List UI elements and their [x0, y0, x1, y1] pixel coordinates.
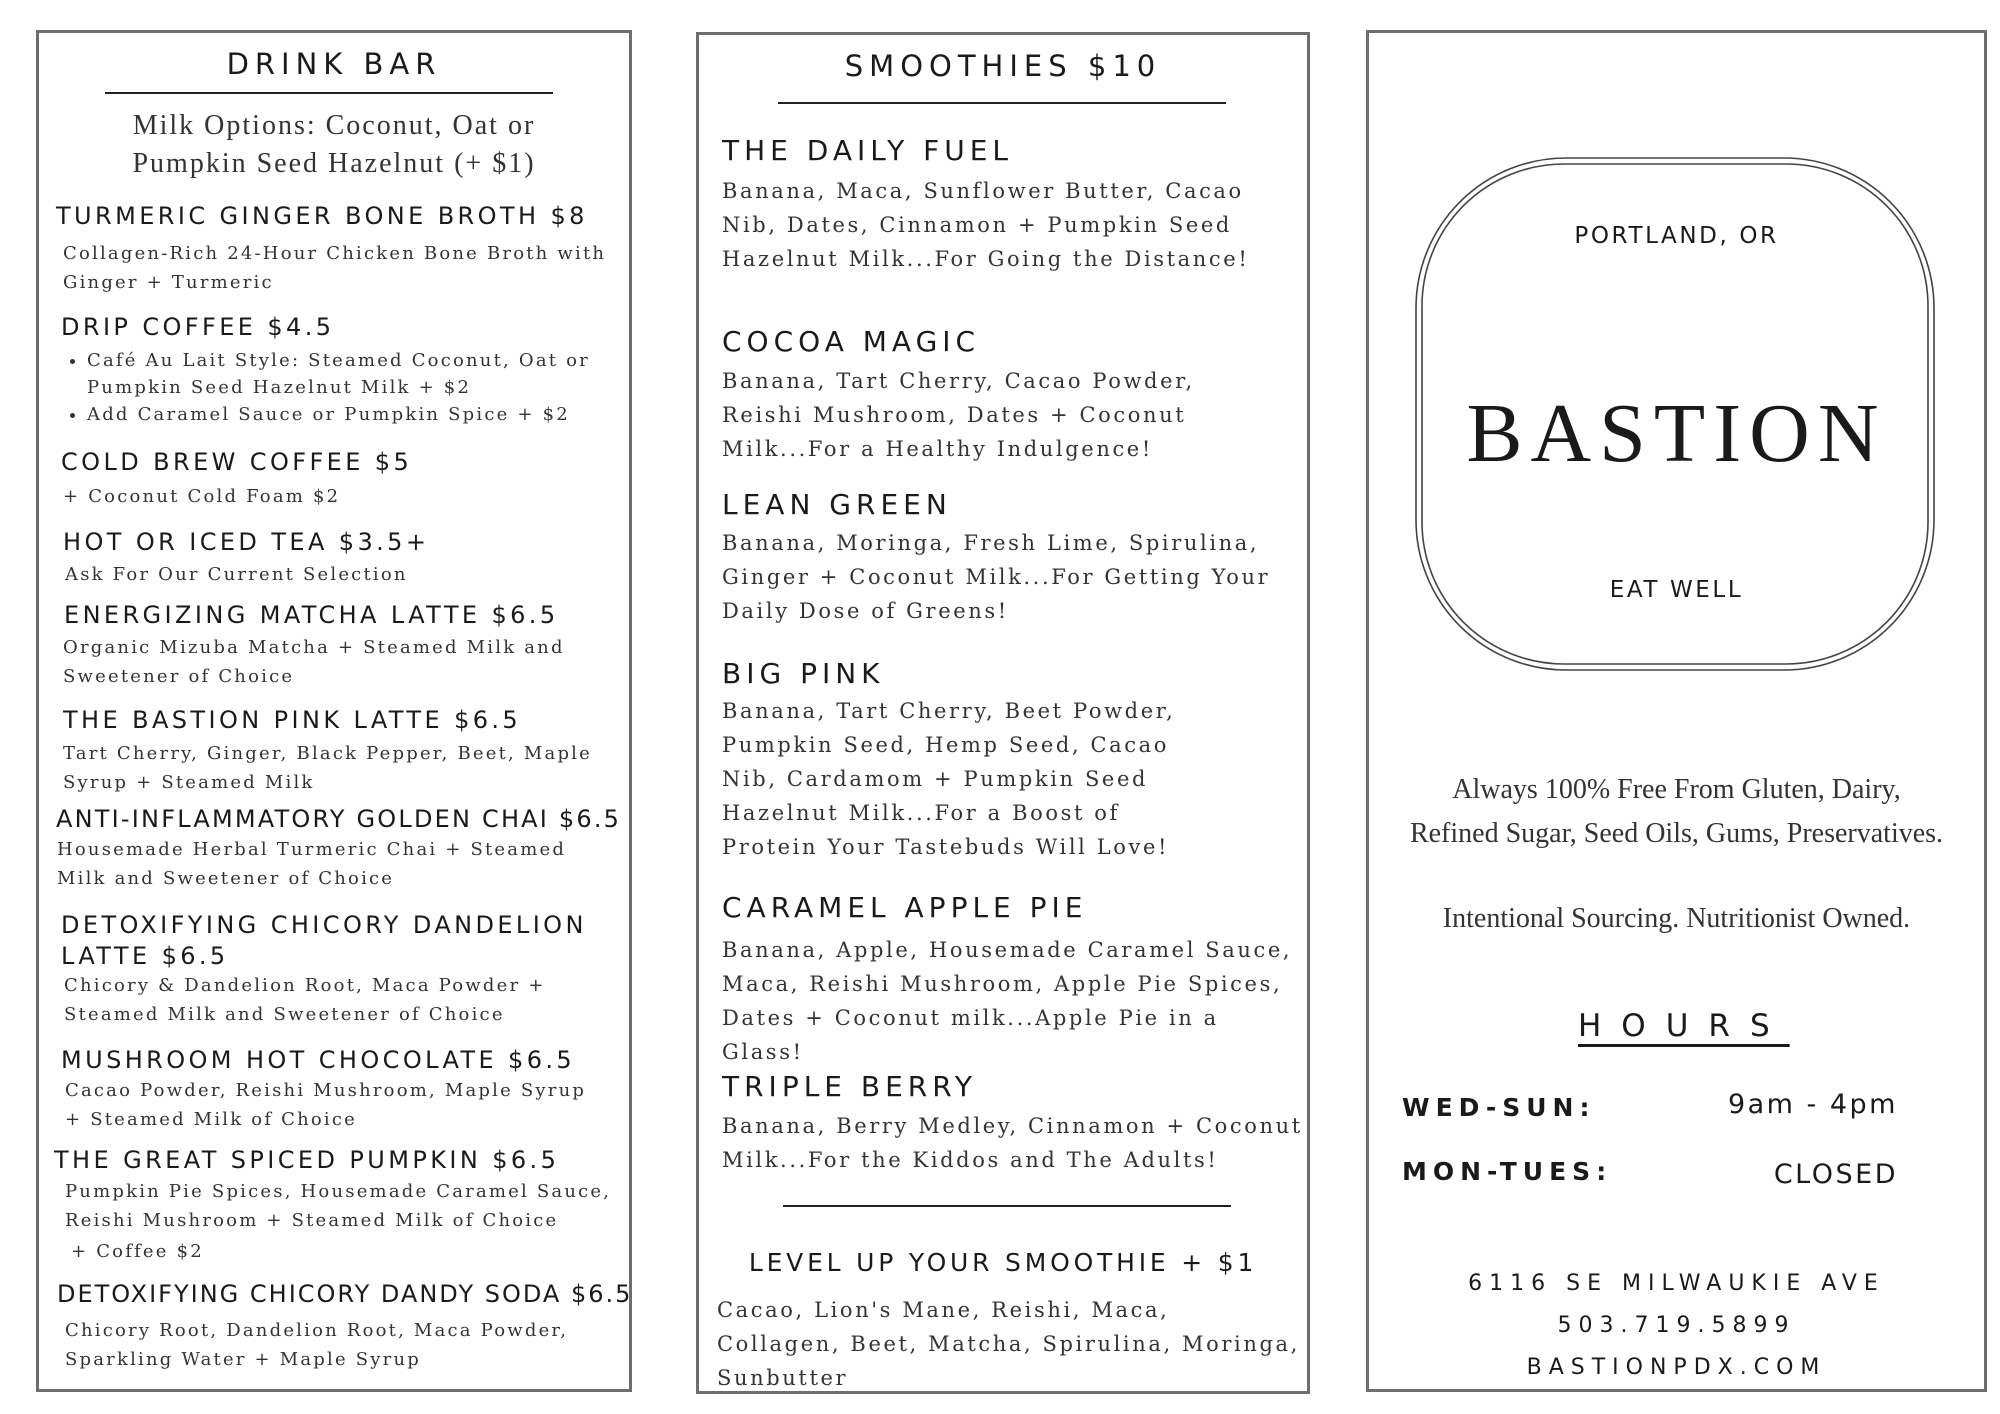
item-desc: Tart Cherry, Ginger, Black Pepper, Beet, Maple Syrup + Steamed Milk: [63, 743, 592, 793]
list-item: • Café Au Lait Style: Steamed Coconut, Oat or Pumpkin Seed Hazelnut Milk + $2: [87, 347, 627, 401]
dietary-promise-line-1: Always 100% Free From Gluten, Dairy,: [1452, 774, 1901, 805]
smoothie-title: LEAN GREEN: [722, 488, 952, 521]
item-title: ENERGIZING MATCHA LATTE $6.5: [64, 601, 559, 629]
item-title: TURMERIC GINGER BONE BROTH $8: [56, 202, 588, 230]
list-item: • Add Caramel Sauce or Pumpkin Spice + $2: [87, 401, 627, 428]
item-title: HOT OR ICED TEA $3.5+: [63, 528, 430, 556]
smoothies-panel: [696, 32, 1310, 1394]
hours-days: MON-TUES:: [1402, 1157, 1613, 1186]
item-desc: Organic Mizuba Matcha + Steamed Milk and Sweetener of Choice: [63, 637, 565, 687]
smoothie-desc: Banana, Berry Medley, Cinnamon + Coconut Milk...For the Kiddos and The Adults!: [722, 1114, 1303, 1172]
item-desc: Pumpkin Pie Spices, Housemade Caramel Sauce, Reishi Mushroom + Steamed Milk of Choice: [65, 1181, 612, 1231]
milk-options-line-2: Pumpkin Seed Hazelnut (+ $1): [132, 148, 536, 179]
hours-days: WED-SUN:: [1402, 1093, 1596, 1122]
milk-options: [39, 107, 629, 183]
smoothie-desc: Banana, Tart Cherry, Beet Powder, Pumpkin Seed, Hemp Seed, Cacao Nib, Cardamom + Pumpkin Seed Hazelnut Milk...For a Boost of Protein Your Tastebuds Will Love!: [722, 699, 1176, 859]
drink-bar-divider: [105, 92, 553, 94]
smoothies-divider: [778, 102, 1226, 104]
website-link[interactable]: BASTIONPDX.COM: [1526, 1355, 1827, 1380]
dietary-promise-line-2: Refined Sugar, Seed Oils, Gums, Preservatives.: [1409, 818, 1944, 849]
item-title: DRIP COFFEE $4.5: [61, 313, 335, 341]
smoothie-title: TRIPLE BERRY: [722, 1070, 978, 1103]
hours-title: HOURS: [1578, 1008, 1790, 1044]
item-title: DETOXIFYING CHICORY DANDY SODA $6.5: [57, 1280, 633, 1308]
level-up-desc: Cacao, Lion's Mane, Reishi, Maca, Collagen, Beet, Matcha, Spirulina, Moringa, Sunbutter: [717, 1298, 1300, 1390]
drink-bar-panel: [36, 30, 632, 1392]
hours-time: CLOSED: [1773, 1159, 1898, 1190]
item-title: THE GREAT SPICED PUMPKIN $6.5: [54, 1146, 560, 1174]
smoothie-title: COCOA MAGIC: [722, 325, 981, 358]
item-desc: Collagen-Rich 24-Hour Chicken Bone Broth with Ginger + Turmeric: [63, 243, 607, 293]
brand-name: BASTION: [1466, 387, 1887, 480]
hours-time: 9am - 4pm: [1727, 1089, 1898, 1120]
item-title: ANTI-INFLAMMATORY GOLDEN CHAI $6.5: [56, 805, 622, 833]
smoothie-desc: Banana, Apple, Housemade Caramel Sauce, Maca, Reishi Mushroom, Apple Pie Spices, Dates + Coconut milk...Apple Pie in a Glass!: [722, 938, 1293, 1064]
smoothie-desc: Banana, Maca, Sunflower Butter, Cacao Nib, Dates, Cinnamon + Pumpkin Seed Hazelnut Milk...For Going the Distance!: [722, 179, 1250, 271]
item-title: COLD BREW COFFEE $5: [61, 448, 413, 476]
item-desc: Housemade Herbal Turmeric Chai + Steamed Milk and Sweetener of Choice: [57, 839, 567, 889]
brand-panel: [1366, 30, 1987, 1392]
smoothie-title: BIG PINK: [722, 657, 885, 690]
smoothie-desc: Banana, Tart Cherry, Cacao Powder, Reishi Mushroom, Dates + Coconut Milk...For a Healthy Indulgence!: [722, 369, 1195, 461]
dietary-promise: [1369, 768, 1984, 856]
address: 6116 SE MILWAUKIE AVE: [1468, 1271, 1885, 1296]
item-title: MUSHROOM HOT CHOCOLATE $6.5: [61, 1046, 576, 1074]
item-desc: Chicory & Dandelion Root, Maca Powder + Steamed Milk and Sweetener of Choice: [64, 975, 546, 1025]
level-up-title: LEVEL UP YOUR SMOOTHIE + $1: [748, 1248, 1258, 1277]
smoothies-title: SMOOTHIES $10: [844, 49, 1162, 83]
item-desc: Ask For Our Current Selection: [65, 564, 408, 585]
item-desc: + Coconut Cold Foam $2: [63, 486, 341, 507]
level-up-divider: [783, 1205, 1231, 1207]
smoothie-title: CARAMEL APPLE PIE: [722, 891, 1088, 924]
drink-bar-title: DRINK BAR: [226, 47, 442, 81]
drip-coffee-options: [63, 347, 627, 428]
brand-tagline: EAT WELL: [1609, 577, 1744, 603]
smoothie-title: THE DAILY FUEL: [722, 134, 1014, 167]
item-extra: + Coffee $2: [71, 1241, 204, 1262]
sourcing-statement: Intentional Sourcing. Nutritionist Owned.: [1442, 903, 1911, 934]
item-desc: Chicory Root, Dandelion Root, Maca Powder, Sparkling Water + Maple Syrup: [65, 1320, 569, 1370]
smoothie-desc: Banana, Moringa, Fresh Lime, Spirulina, Ginger + Coconut Milk...For Getting Your Daily Dose of Greens!: [722, 531, 1271, 623]
item-desc: Cacao Powder, Reishi Mushroom, Maple Syrup + Steamed Milk of Choice: [65, 1080, 587, 1130]
item-title: THE BASTION PINK LATTE $6.5: [63, 706, 522, 734]
item-title: DETOXIFYING CHICORY DANDELION LATTE $6.5: [61, 911, 587, 970]
milk-options-line-1: Milk Options: Coconut, Oat or: [132, 110, 536, 141]
brand-location: PORTLAND, OR: [1574, 223, 1779, 249]
phone: 503.719.5899: [1557, 1313, 1796, 1338]
